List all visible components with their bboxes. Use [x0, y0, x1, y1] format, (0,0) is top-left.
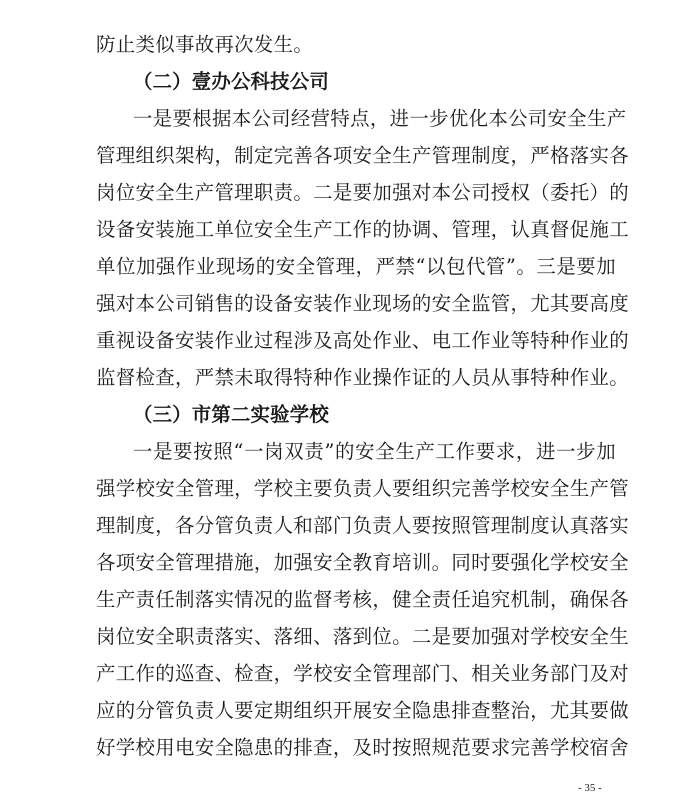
paragraph-line: 防止类似事故再次发生。	[96, 33, 314, 56]
paragraph-line: 产工作的巡查、检查，学校安全管理部门、相关业务部门及对	[96, 662, 629, 685]
section-heading: （二）壹办公科技公司	[133, 70, 329, 93]
paragraph-line: 重视设备安装作业过程涉及高处作业、电工作业等特种作业的	[96, 329, 629, 352]
paragraph-line: 单位加强作业现场的安全管理，严禁“以包代管”。三是要加	[96, 255, 616, 278]
section-heading: （三）市第二实验学校	[133, 403, 329, 426]
paragraph-line: 强学校安全管理，学校主要负责人要组织完善学校安全生产管	[96, 477, 629, 500]
paragraph-line: 岗位安全生产管理职责。二是要加强对本公司授权（委托）的	[96, 181, 629, 204]
paragraph-line: 管理组织架构，制定完善各项安全生产管理制度，严格落实各	[96, 144, 629, 167]
paragraph-line: 各项安全管理措施，加强安全教育培训。同时要强化学校安全	[96, 551, 629, 574]
paragraph-line: 强对本公司销售的设备安装作业现场的安全监管，尤其要高度	[96, 292, 629, 315]
paragraph-line: 一是要根据本公司经营特点，进一步优化本公司安全生产	[133, 107, 627, 130]
paragraph-line: 理制度，各分管负责人和部门负责人要按照管理制度认真落实	[96, 514, 629, 537]
paragraph-line: 设备安装施工单位安全生产工作的协调、管理，认真督促施工	[96, 218, 629, 241]
paragraph-line: 生产责任制落实情况的监督考核，健全责任追究机制，确保各	[96, 588, 629, 611]
paragraph-line: 一是要按照“一岗双责”的安全生产工作要求，进一步加	[133, 440, 616, 463]
page-number: - 35 -	[578, 782, 602, 794]
paragraph-line: 岗位安全职责落实、落细、落到位。二是要加强对学校安全生	[96, 625, 629, 648]
paragraph-line: 好学校用电安全隐患的排查，及时按照规范要求完善学校宿舍	[96, 736, 629, 759]
paragraph-line: 应的分管负责人要定期组织开展安全隐患排查整治，尤其要做	[96, 699, 629, 722]
paragraph-line: 监督检查，严禁未取得特种作业操作证的人员从事特种作业。	[96, 366, 629, 389]
